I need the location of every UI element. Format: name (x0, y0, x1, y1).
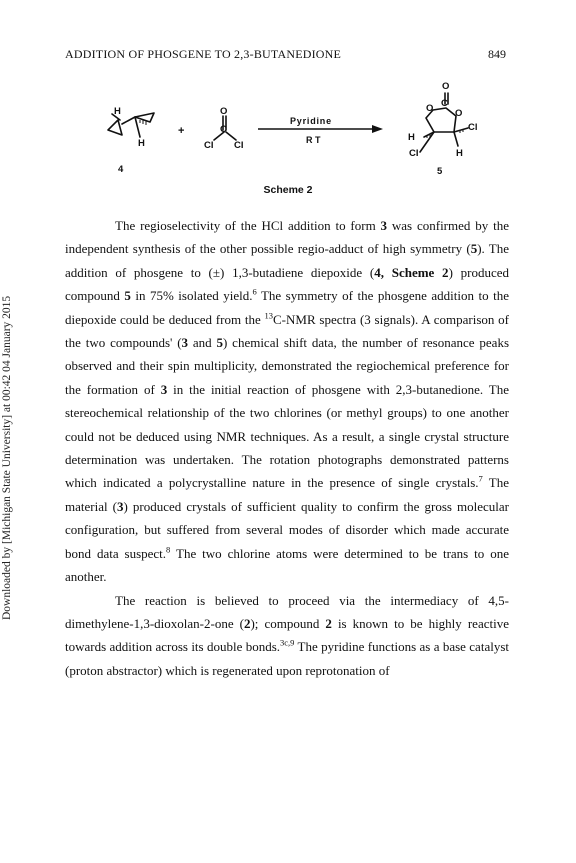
product-carbonyl-c: C (441, 98, 448, 109)
phosgene-cl-left: CI (204, 140, 214, 151)
product-cl-left: CI (409, 148, 419, 159)
epoxide-ring-right (135, 113, 154, 122)
phosgene-c: C (220, 124, 227, 135)
scheme-caption: Scheme 2 (263, 184, 313, 196)
product-carbonyl-o: O (442, 81, 450, 92)
product-number: 5 (437, 166, 443, 177)
arrow-reagent-label: Pyridine (290, 116, 332, 126)
diepoxide-bond-h (135, 117, 140, 137)
product-h-left: H (408, 132, 415, 143)
arrow-condition-label: R T (306, 135, 321, 145)
phosgene-ccl-bond-right (226, 132, 236, 140)
diepoxide-number: 4 (118, 164, 124, 175)
plus-sign: + (178, 125, 185, 137)
reaction-arrow-head (372, 125, 383, 133)
diepoxide-backbone (122, 117, 135, 124)
running-header-title: ADDITION OF PHOSGENE TO 2,3-BUTANEDIONE (65, 47, 342, 61)
body-text (65, 214, 509, 682)
product-cl-right: Cl (468, 122, 478, 133)
product-bond-h-right (454, 132, 458, 146)
phosgene-o: O (220, 106, 228, 117)
reaction-scheme (100, 74, 520, 186)
phosgene-cl-right: CI (234, 140, 244, 151)
scheme-drawing (100, 74, 520, 186)
product-bond-ch2cl-right (454, 128, 468, 132)
download-watermark: Downloaded by [Michigan State University] at 00:42 04 January 2015 (1, 295, 13, 620)
epoxide-ring-left (108, 120, 122, 135)
paragraph-regioselectivity: The regioselectivity of the HCl addition to form 3 was confirmed by the independent synthesis of the other possible regio-adduct of high symmetry (5). The addition of phosgene to (±) 1,3-butadiene diepoxide (4, Scheme 2) produced compound 5 in 75% isolated yield.$^6$ The symmetry of the phosgene addition to the diepoxide could be deduced from the $^{13}$C-NMR spectra (3 signals). A comparison of the two compounds' (3 and 5) chemical shift data, the number of resonance peaks observed and their spin multiplicity, demonstrated the regiochemical preference for the formation of 3 in the initial reaction of phosgene with 2,3-butanedione. The stereochemical relationship of the two chlorines (or methyl groups) to one another could not be deduced using NMR techniques. As a result, a single crystal structure determination was undertaken. The rotation photographs demonstrated patterns which indicated a polycrystalline nature in the presence of single crystals.$^7$ The material (3) produced crystals of sufficient quality to confirm the gross molecular configuration, but suffered from several modes of disorder which made accurate bond data suspect.$^8$ The two chlorine atoms were determined to be trans to one another. (65, 218, 509, 585)
product-ring-o-right: O (455, 108, 463, 119)
paragraph-mechanism: The reaction is believed to proceed via the intermediacy of 4,5-dimethylene-1,3-dioxolan-2-one (2); compound 2 is known to be highly reactive towards addition across its double bonds.$^{3c,9}$ The pyridine functions as a base catalyst (proton abstractor) which is regenerated upon reprotonation of (65, 592, 509, 678)
product-h-right: H (456, 148, 463, 159)
page-number: 849 (488, 47, 506, 61)
diepoxide-h-top: H (114, 106, 121, 117)
diepoxide-h-bottom: H (138, 138, 145, 149)
product-ring-o-left: O (426, 103, 434, 114)
